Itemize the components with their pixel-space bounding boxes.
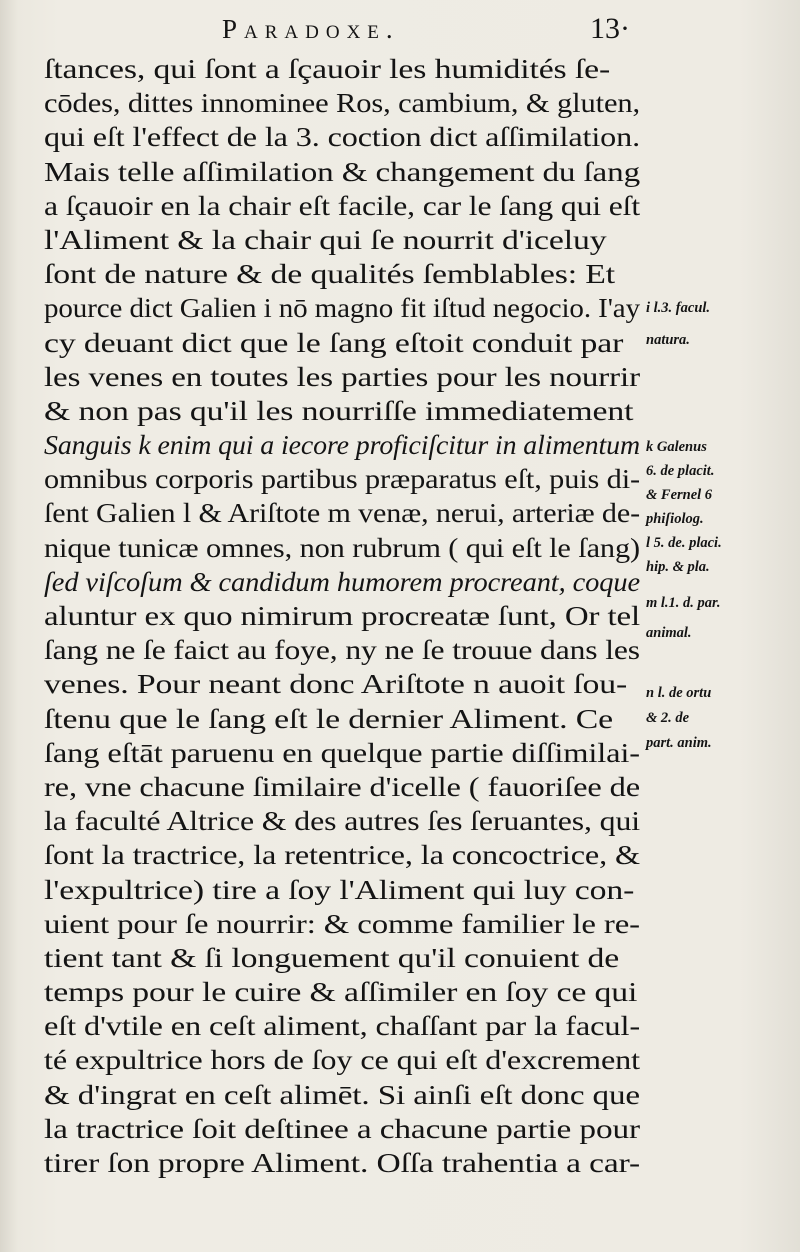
text-line: ſang eſtāt paruenu en quelque partie diſſimilai-	[44, 737, 640, 768]
marginal-note: m l.1. d. par.	[646, 595, 721, 611]
text-line: les venes en toutes les parties pour les nourrir	[44, 361, 640, 392]
text-line: la faculté Altrice & des autres ſes ſeruantes, qui	[44, 806, 641, 837]
text-line: a ſçauoir en la chair eſt facile, car le ſang qui eſt	[44, 190, 641, 221]
text-line: venes. Pour neant donc Ariſtote n auoit ſou-	[44, 669, 628, 700]
marginal-note: natura.	[646, 332, 690, 348]
text-line: ſtances, qui ſont a ſçauoir les humidités ſe-	[44, 54, 611, 84]
text-line: cōdes, dittes innominee Ros, cambium, & gluten,	[44, 88, 641, 119]
marginal-note: animal.	[646, 625, 692, 641]
text-line: ſent Galien l & Ariſtote m venæ, nerui, arteriæ de-	[44, 498, 640, 529]
text-line: omnibus corporis partibus præparatus eſt, puis di-	[44, 464, 640, 495]
text-line: uient pour ſe nourrir: & comme familier le re-	[44, 908, 640, 939]
text-line: ſang ne ſe faict au foye, ny ne ſe trouue dans les	[44, 635, 640, 666]
main-text-block	[44, 52, 644, 1180]
text-line: ſtenu que le ſang eſt le dernier Aliment. Ce	[44, 703, 614, 734]
text-line: ſont la tractrice, la retentrice, la concoctrice, &	[44, 840, 641, 871]
marginal-note: 6. de placit.	[646, 463, 715, 479]
text-line: té expultrice hors de ſoy ce qui eſt d'excrement	[44, 1045, 641, 1076]
marginal-note: & 2. de	[646, 710, 690, 726]
text-line: pource dict Galien i nō magno fit iſtud negocio. I'ay	[44, 293, 641, 324]
marginal-note: l 5. de. placi.	[646, 535, 722, 551]
page-header	[0, 14, 800, 54]
text-line: cy deuant dict que le ſang eſtoit conduit par	[44, 327, 624, 358]
text-line-italic: ſed viſcoſum & candidum humorem procreant, coque	[44, 566, 640, 597]
marginal-note: k Galenus	[646, 439, 707, 455]
text-line: aluntur ex quo nimirum procreatæ ſunt, Or tel	[44, 601, 641, 631]
text-line: temps pour le cuire & aſſimiler en ſoy ce qui	[44, 977, 638, 1008]
marginal-note: n l. de ortu	[646, 685, 712, 701]
text-line: & d'ingrat en ceſt alimēt. Si ainſi eſt donc que	[44, 1079, 641, 1110]
text-line: tirer ſon propre Aliment. Oſſa trahentia a car-	[44, 1148, 640, 1178]
text-line: ſont de nature & de qualités ſemblables: Et	[44, 259, 616, 290]
marginal-note: & Fernel 6	[646, 487, 713, 503]
marginal-note: i l.3. facul.	[646, 300, 711, 316]
text-line: la tractrice ſoit deſtinee a chacune partie pour	[44, 1113, 640, 1144]
text-line: & non pas qu'il les nourriſſe immediatement	[44, 395, 634, 426]
text-line: l'Aliment & la chair qui ſe nourrit d'iceluy	[44, 224, 607, 255]
marginal-note: part. anim.	[646, 735, 712, 751]
text-line: eſt d'vtile en ceſt aliment, chaſſant par la facul-	[44, 1011, 641, 1042]
text-line: nique tunicæ omnes, non rubrum ( qui eſt le ſang)	[44, 532, 641, 563]
text-line: qui eſt l'effect de la 3. coction dict aſſimilation.	[44, 122, 641, 153]
text-line: tient tant & ſi longuement qu'il conuient de	[44, 942, 620, 973]
text-line: l'expultrice) tire a ſoy l'Aliment qui luy con-	[44, 874, 635, 905]
text-line: Mais telle aſſimilation & changement du ſang	[44, 156, 641, 187]
marginal-note: phiſiolog.	[646, 511, 704, 527]
page-number: 13·	[590, 12, 630, 45]
text-line-italic: Sanguis k enim qui a iecore proficiſcitur in alimentum	[44, 430, 640, 461]
marginal-note: hip. & pla.	[646, 559, 710, 575]
text-line: re, vne chacune ſimilaire d'icelle ( fauoriſee de	[44, 771, 640, 802]
running-title: Paradoxe.	[222, 14, 400, 44]
